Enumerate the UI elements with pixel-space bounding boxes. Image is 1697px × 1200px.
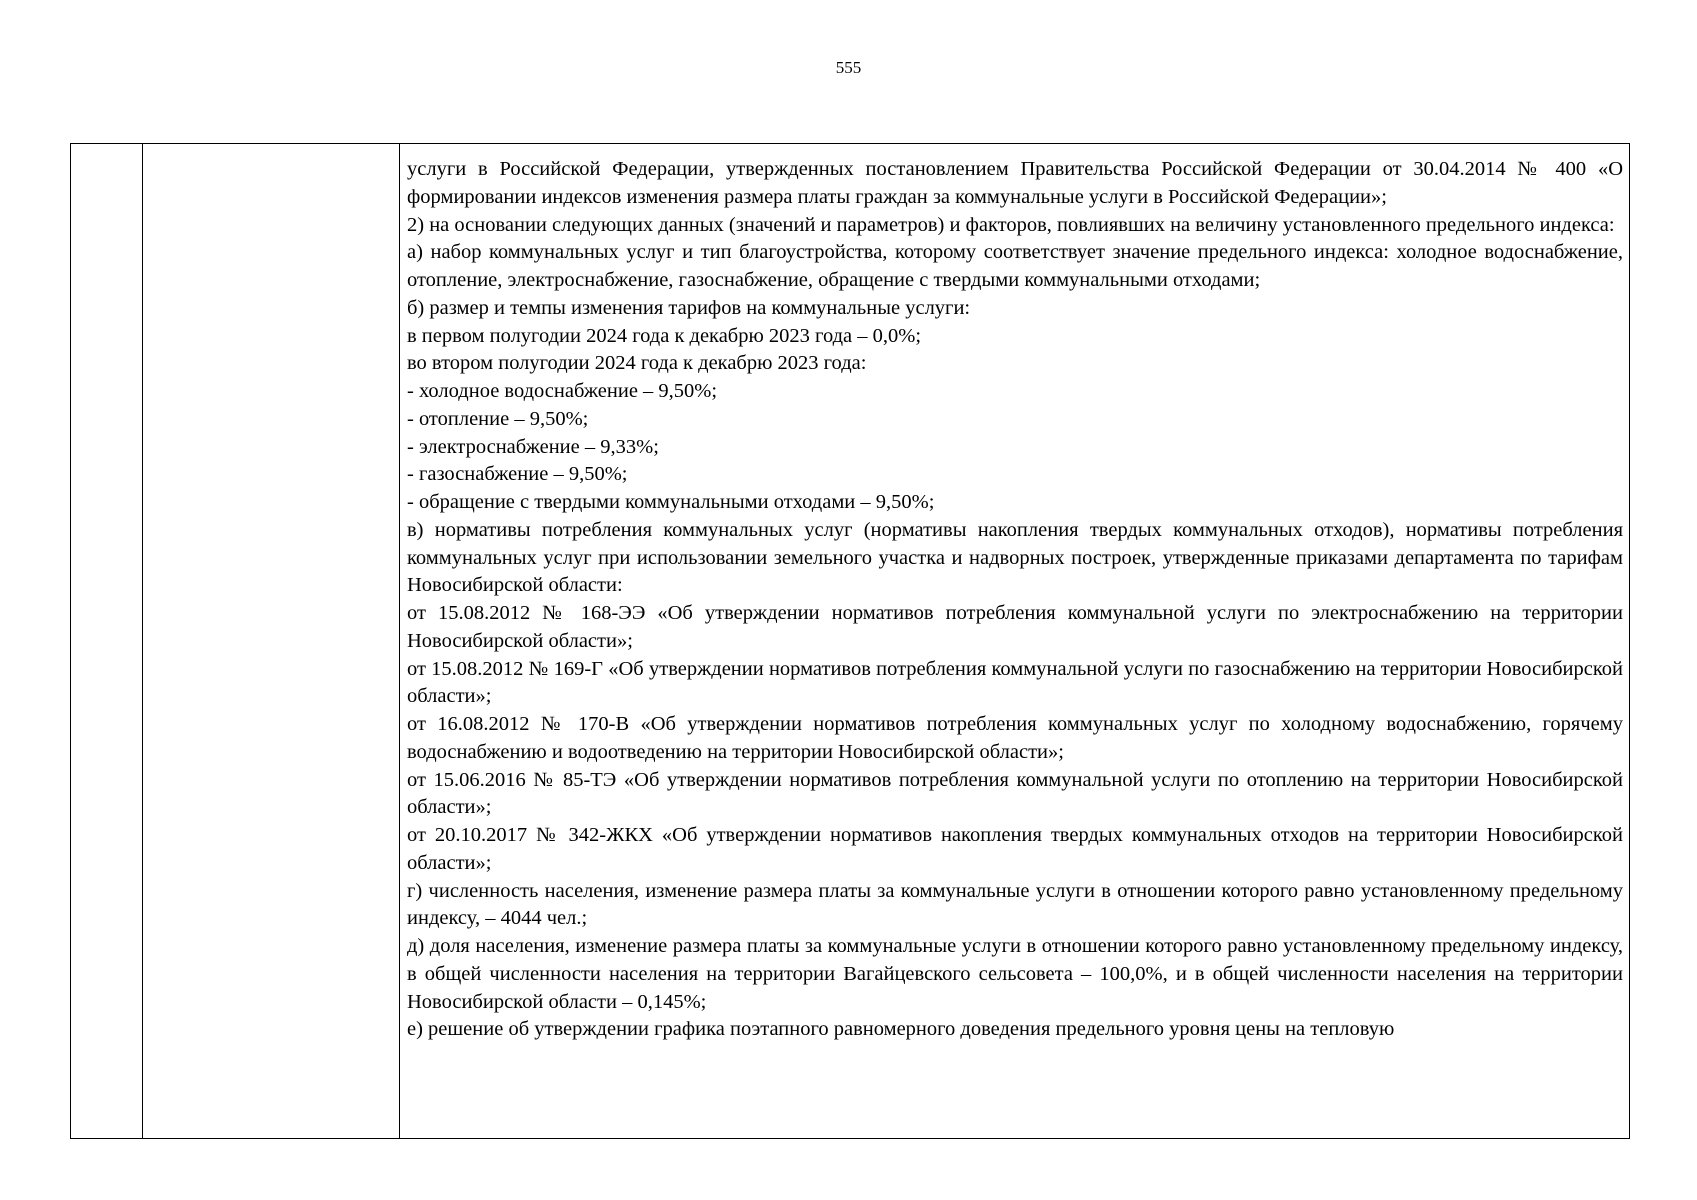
paragraph: от 20.10.2017 № 342-ЖКХ «Об утверждении нормативов накопления твердых коммунальных отходов на территории Новосибирской области»;	[407, 824, 1623, 874]
paragraph: от 15.06.2016 № 85-ТЭ «Об утверждении нормативов потребления коммунальной услуги по отоплению на территории Новосибирской области»;	[407, 768, 1623, 819]
paragraph: - электроснабжение – 9,33%;	[407, 435, 659, 458]
paragraph: 2) на основании следующих данных (значений и параметров) и факторов, повлиявших на величину установленного предельного индекса:	[407, 213, 1615, 236]
table-column-name	[143, 144, 400, 1138]
paragraph: - отопление – 9,50%;	[407, 407, 589, 430]
paragraph: г) численность населения, изменение размера платы за коммунальные услуги в отношении которого равно установленному предельному индексу, – 4044 чел.;	[407, 879, 1623, 930]
document-table	[70, 143, 1630, 1139]
table-column-content	[400, 144, 1629, 1138]
paragraph: е) решение об утверждении графика поэтапного равномерного доведения предельного уровня цены на тепловую	[407, 1018, 1395, 1041]
page-number: 555	[835, 58, 862, 77]
paragraph: во втором полугодии 2024 года к декабрю 2023 года:	[407, 352, 867, 375]
paragraph: - газоснабжение – 9,50%;	[407, 463, 628, 486]
paragraph: б) размер и темпы изменения тарифов на коммунальные услуги:	[407, 296, 971, 319]
paragraph: от 16.08.2012 № 170-В «Об утверждении нормативов потребления коммунальных услуг по холодному водоснабжению, горячему водоснабжению и водоотведению на территории Новосибирской области»;	[407, 713, 1623, 763]
paragraph: в первом полугодии 2024 года к декабрю 2023 года – 0,0%;	[407, 324, 922, 347]
paragraph: - обращение с твердыми коммунальными отходами – 9,50%;	[407, 491, 935, 513]
paragraph: услуги в Российской Федерации, утвержденных постановлением Правительства Российской Федерации от 30.04.2014 № 400 «О формировании индексов изменения размера платы граждан за коммунальные услуги в Российской Федерации»;	[407, 158, 1623, 208]
paragraph: в) нормативы потребления коммунальных услуг (нормативы накопления твердых коммунальных отходов), нормативы потребления коммунальных услуг при использовании земельного участка и надворных построек, утвержденные приказами департамента по тарифам Новосибирской области:	[407, 518, 1623, 597]
paragraph: - холодное водоснабжение – 9,50%;	[407, 380, 718, 402]
paragraph: от 15.08.2012 № 168-ЭЭ «Об утверждении нормативов потребления коммунальной услуги по электроснабжению на территории Новосибирской области»;	[407, 602, 1623, 652]
table-column-number	[71, 144, 143, 1138]
paragraph: д) доля населения, изменение размера платы за коммунальные услуги в отношении которого равно установленному предельному индексу, в общей численности населения на территории Вагайцевского сельсовета – 100,0%, и в общей численности населения на территории Новосибирской области – 0,145%;	[407, 935, 1623, 1013]
paragraph: а) набор коммунальных услуг и тип благоустройства, которому соответствует значение предельного индекса: холодное водоснабжение, отопление, электроснабжение, газоснабжение, обращение с твердыми коммунальными отходами;	[407, 241, 1623, 291]
paragraph: от 15.08.2012 № 169-Г «Об утверждении нормативов потребления коммунальной услуги по газоснабжению на территории Новосибирской области»;	[407, 657, 1623, 708]
